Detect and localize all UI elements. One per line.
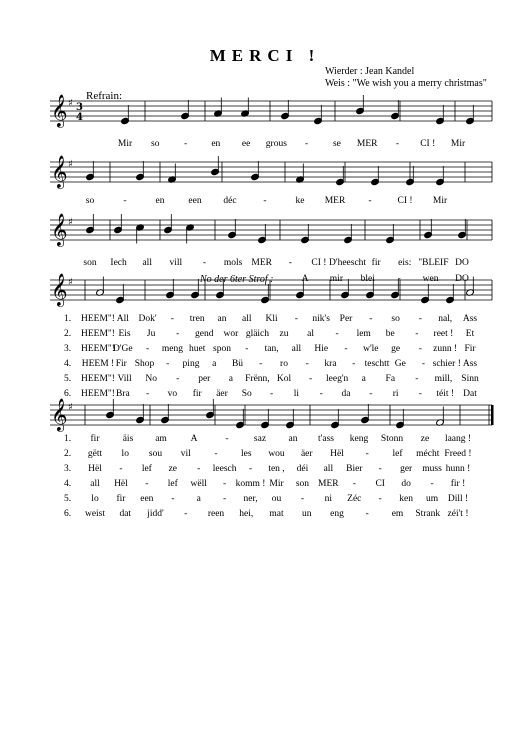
verse-lyric: Fa <box>385 374 396 384</box>
verse-lyric: tan, <box>264 344 279 354</box>
verse-lyric: ten , <box>268 464 285 474</box>
verse-lyric: leesch <box>212 464 237 474</box>
verse-lyric: mill, <box>434 374 453 384</box>
verse-lyric: sou <box>148 449 163 459</box>
verse-lyric: - <box>418 314 422 324</box>
verse-lyric: a <box>228 374 233 384</box>
verse-lyric: Strank <box>415 509 441 519</box>
verse-lyric: wëll <box>190 479 207 489</box>
verse-lyric: reen <box>207 509 225 519</box>
verse-lyric: - <box>270 389 274 399</box>
refrain-lyric: Mir <box>432 196 448 206</box>
treble-clef-icon: 𝄞 <box>51 273 68 306</box>
verse-lyric: so <box>391 314 400 324</box>
verse-lyric: HEEM"! <box>81 389 115 399</box>
verse-lyric: So <box>241 389 252 399</box>
verse-lyric: an <box>217 314 227 324</box>
verse-lyric: Mir <box>269 479 284 489</box>
verse-lyric: mécht <box>416 449 440 459</box>
refrain-lyric: MER <box>356 139 378 149</box>
verse-lyric: ro <box>280 359 288 369</box>
verse-lyric: tren <box>189 314 205 324</box>
verse-lyric: Kol <box>276 374 292 384</box>
verse-number: 3. <box>64 464 72 474</box>
refrain-lyric: MER <box>324 196 346 206</box>
verse-lyric: ken <box>399 494 413 504</box>
verse-lyric: Bra <box>115 389 130 399</box>
verse-lyric: keng <box>349 434 369 444</box>
verse-lyric: nal, <box>438 314 453 324</box>
key-sharp-icon: ♯ <box>68 159 73 170</box>
verse-lyric: wor <box>223 329 239 339</box>
verse-lyric: - <box>421 359 426 369</box>
verse-lyric: Ge <box>394 359 406 369</box>
refrain-lyric: - <box>288 258 292 268</box>
verse-lyric: - <box>146 344 150 354</box>
verse-lyric: Per <box>339 314 353 324</box>
verse-lyric: dat <box>119 509 132 519</box>
verse-lyric: Zéc <box>347 494 362 504</box>
refrain-lyric: - <box>202 258 207 268</box>
refrain-lyric: Iech <box>110 258 127 268</box>
verse-lyric: - <box>335 329 339 339</box>
refrain-lyric: so <box>151 139 160 149</box>
verse-lyric: D'Ge <box>112 344 133 354</box>
verse-lyric: - <box>344 344 348 354</box>
treble-clef-icon: 𝄞 <box>51 398 68 431</box>
verse-lyric: all <box>242 314 252 324</box>
verse-lyric: zu <box>279 329 289 339</box>
refrain-lyric: mir <box>329 274 343 284</box>
verse-lyric: HEEM ! <box>81 359 115 369</box>
refrain-lyric: so <box>85 196 95 206</box>
verse-lyric: a <box>212 359 217 369</box>
verse-lyric: huet <box>189 344 206 354</box>
verse-lyric: vo <box>167 389 178 399</box>
verse-lyric: lo <box>121 449 129 459</box>
verse-lyric: all <box>323 464 334 474</box>
verse-number: 1. <box>64 314 72 324</box>
verse-lyric: Hël <box>330 449 344 459</box>
refrain-lyric: CI ! <box>397 196 413 206</box>
verse-lyric: - <box>308 374 313 384</box>
verse-lyric: - <box>365 449 369 459</box>
refrain-lyric: MER <box>251 258 272 268</box>
verse-lyric: weist <box>84 509 106 519</box>
refrain-lyric: A <box>301 274 309 284</box>
page-title: MERCI ! <box>209 46 321 65</box>
refrain-lyric: CI ! <box>311 258 327 268</box>
refrain-lyric: eis: <box>398 258 412 268</box>
refrain-lyric: en <box>155 196 165 206</box>
verse-lyric: - <box>225 434 229 444</box>
treble-clef-icon: 𝄞 <box>51 94 68 127</box>
verse-lyric: Stonn <box>380 434 404 444</box>
verse-lyric: fir <box>192 389 202 399</box>
refrain-lyric: - <box>263 196 267 206</box>
refrain-lyric: blei <box>360 274 375 284</box>
verse-number: 2. <box>64 449 72 459</box>
verse-lyric: - <box>176 329 180 339</box>
verse-lyric: vil <box>180 449 191 459</box>
refrain-lyric: - <box>305 139 309 149</box>
verse-lyric: Ass <box>462 359 478 369</box>
verse-lyric: een <box>140 494 154 504</box>
verse-lyric: son <box>295 479 310 489</box>
verse-lyric: be <box>385 329 395 339</box>
verse-lyric: Hie <box>314 344 329 354</box>
verse-lyric: Sinn <box>461 374 479 384</box>
verse-lyric: Hël <box>88 464 102 474</box>
verse-lyric: - <box>294 314 298 324</box>
verse-number: 4. <box>64 359 72 369</box>
verse-lyric: - <box>365 509 369 519</box>
verse-lyric: äis <box>122 434 134 444</box>
verse-lyric: Dok' <box>138 314 157 324</box>
verse-lyric: - <box>170 314 174 324</box>
verse-number: 5. <box>64 494 72 504</box>
verse-lyric: fir <box>90 434 100 444</box>
verse-lyric: Et <box>465 329 475 339</box>
verse-lyric: un <box>302 509 312 519</box>
verse-lyric: déi <box>296 464 309 474</box>
verse-lyric: Bü <box>231 359 244 369</box>
verse-lyric: - <box>319 389 323 399</box>
strophe-note: No der 6ter Strof : <box>200 274 274 285</box>
verse-lyric: ner, <box>243 494 258 504</box>
refrain-lyric: en <box>211 139 221 149</box>
verse-lyric: spon <box>213 344 231 354</box>
verse-lyric: li <box>293 389 300 399</box>
verse-lyric: - <box>430 479 434 489</box>
time-signature-bottom: 4 <box>76 112 83 123</box>
verse-lyric: - <box>378 464 382 474</box>
verse-lyric: per <box>198 374 211 384</box>
verse-lyric: - <box>305 359 309 369</box>
verse-lyric: da <box>341 389 351 399</box>
verse-lyric: HEEM"! <box>81 344 115 354</box>
verse-lyric: - <box>259 359 263 369</box>
refrain-lyric: - <box>395 139 400 149</box>
verse-lyric: reet ! <box>433 329 454 339</box>
key-sharp-icon: ♯ <box>68 98 73 109</box>
verse-lyric: nik's <box>312 314 330 324</box>
verse-lyric: Shop <box>134 359 155 369</box>
verse-lyric: - <box>171 494 175 504</box>
verse-lyric: al <box>307 329 314 339</box>
verse-lyric: um <box>425 494 439 504</box>
refrain-lyric: wen <box>422 274 439 284</box>
verse-lyric: gend <box>195 329 214 339</box>
key-sharp-icon: ♯ <box>68 217 73 228</box>
verse-lyric: - <box>352 359 356 369</box>
verse-lyric: les <box>240 449 252 459</box>
verse-lyric: - <box>146 389 150 399</box>
verse-lyric: Vill <box>117 374 132 384</box>
refrain-lyric: ke <box>295 196 305 206</box>
verse-number: 5. <box>64 374 72 384</box>
verse-lyric: hunn ! <box>445 464 471 474</box>
verse-lyric: Bier <box>346 464 363 474</box>
verse-lyric: saz <box>253 434 267 444</box>
verse-number: 2. <box>64 329 72 339</box>
verse-lyric: Hël <box>114 479 128 489</box>
verse-lyric: Freed ! <box>444 449 472 459</box>
verse-lyric: ni <box>324 494 333 504</box>
verse-lyric: Frënn, <box>245 374 270 384</box>
verse-lyric: äer <box>300 449 313 459</box>
verse-lyric: - <box>415 329 419 339</box>
verse-number: 6. <box>64 509 72 519</box>
verse-lyric: ze <box>168 464 177 474</box>
verse-lyric: lef <box>392 449 403 459</box>
verse-lyric: muss <box>422 464 442 474</box>
verse-lyric: eng <box>330 509 344 519</box>
verse-lyric: - <box>223 494 227 504</box>
verse-lyric: HEEM"! <box>81 314 115 324</box>
verse-lyric: ger <box>400 464 413 474</box>
staff-1 <box>50 101 492 121</box>
verse-lyric: gläich <box>245 329 270 339</box>
verse-lyric: HEEM"! <box>81 329 115 339</box>
verse-lyric: an <box>288 434 298 444</box>
verse-lyric: t'ass <box>318 434 334 444</box>
refrain-lyric: son <box>83 258 97 268</box>
verse-lyric: ri <box>392 389 399 399</box>
refrain-lyric: ee <box>241 139 251 149</box>
verse-lyric: lo <box>91 494 99 504</box>
refrain-lyric: déc <box>223 196 237 206</box>
verse-lyric: gëtt <box>87 449 103 459</box>
verse-lyric: a <box>196 494 201 504</box>
verse-lyric: Fir <box>115 359 127 369</box>
refrain-lyric: Mir <box>450 139 466 149</box>
verse-lyric: Eis <box>118 329 131 339</box>
refrain-lyric: - <box>183 139 188 149</box>
verse-lyric: - <box>223 479 227 489</box>
verse-lyric: Fir <box>464 344 476 354</box>
verse-lyric: - <box>378 494 382 504</box>
verse-lyric: - <box>415 374 419 384</box>
refrain-lyric: all <box>142 258 152 268</box>
verse-lyric: äer <box>216 389 228 399</box>
staff-2 <box>50 162 492 182</box>
refrain-lyric: - <box>368 196 372 206</box>
verse-lyric: - <box>214 449 218 459</box>
verse-lyric: - <box>145 479 149 489</box>
verse-lyric: wou <box>268 449 285 459</box>
verse-lyric: meng <box>161 344 183 354</box>
verse-lyric: ou <box>271 494 282 504</box>
verse-lyric: All <box>116 314 129 324</box>
verse-lyric: all <box>291 344 302 354</box>
refrain-lyric: CI ! <box>420 139 436 149</box>
refrain-lyric: vill <box>169 258 183 268</box>
verse-lyric: zéi't ! <box>447 509 469 519</box>
refrain-lyric: mols <box>223 258 243 268</box>
verse-lyric: - <box>352 479 356 489</box>
refrain-lyric: een <box>188 196 202 206</box>
verse-lyric: laang ! <box>444 434 472 444</box>
refrain-lyric: D'heescht <box>329 258 367 268</box>
refrain-lyric: DO <box>455 274 469 284</box>
refrain-lyric: DO <box>455 258 469 268</box>
verse-number: 3. <box>64 344 72 354</box>
verse-lyric: - <box>184 509 188 519</box>
verse-lyric: No <box>145 374 157 384</box>
verse-lyric: hei, <box>239 509 254 519</box>
verse-number: 4. <box>64 479 72 489</box>
verse-lyric: fir ! <box>450 479 466 489</box>
verse-lyric: téit ! <box>436 389 455 399</box>
verse-lyric: Dill ! <box>447 494 469 504</box>
verse-lyric: teschtt <box>364 359 390 369</box>
verse-lyric: schier ! <box>432 359 461 369</box>
verse-lyric: - <box>176 374 180 384</box>
refrain-lyric: se <box>332 139 341 149</box>
verse-lyric: CI <box>375 479 385 489</box>
verse-lyric: Ju <box>146 329 156 339</box>
verse-lyric: all <box>90 479 100 489</box>
verse-lyric: ze <box>420 434 430 444</box>
verse-lyric: jidd' <box>147 509 164 519</box>
verse-lyric: Ass <box>462 314 478 324</box>
verse-lyric: Dat <box>463 389 477 399</box>
verse-lyric: - <box>197 464 201 474</box>
refrain-lyric: - <box>123 196 127 206</box>
verse-lyric: komm ! <box>235 479 266 489</box>
verse-lyric: am <box>155 434 167 444</box>
verse-lyric: - <box>248 464 253 474</box>
verse-lyric: - <box>245 344 249 354</box>
lyrics-credit: Wierder : Jean Kandel <box>325 66 415 77</box>
treble-clef-icon: 𝄞 <box>51 155 68 188</box>
verse-lyric: ping <box>182 359 200 369</box>
melody-credit: Weis : "We wish you a merry christmas" <box>325 78 487 89</box>
final-barline <box>491 405 494 425</box>
verse-lyric: mat <box>269 509 284 519</box>
refrain-lyric: - <box>397 274 401 284</box>
verse-lyric: leeg'n <box>325 374 349 384</box>
verse-lyric: fir <box>116 494 126 504</box>
verse-number: 1. <box>64 434 72 444</box>
verse-lyric: em <box>391 509 404 519</box>
verse-lyric: - <box>119 464 123 474</box>
verse-lyric: ge <box>391 344 401 354</box>
refrain-label: Refrain: <box>86 90 123 102</box>
refrain-lyric: grous <box>265 139 287 149</box>
verse-number: 6. <box>64 389 72 399</box>
verse-lyric: A <box>190 434 198 444</box>
verse-lyric: lef <box>141 464 152 474</box>
verse-lyric: - <box>166 359 170 369</box>
verse-lyric: zunn ! <box>433 344 458 354</box>
verse-lyric: lef <box>167 479 178 489</box>
verse-lyric: Kli <box>265 314 278 324</box>
verse-lyric: kra <box>324 359 337 369</box>
time-signature-top: 3 <box>76 102 83 113</box>
verse-lyric: - <box>418 389 422 399</box>
key-sharp-icon: ♯ <box>68 277 73 288</box>
verse-lyric: HEEM"! <box>81 374 115 384</box>
key-sharp-icon: ♯ <box>68 402 73 413</box>
treble-clef-icon: 𝄞 <box>51 213 68 246</box>
refrain-lyric: Mir <box>117 139 133 149</box>
verse-lyric: w'le <box>363 344 379 354</box>
staff-5 <box>50 405 492 425</box>
verse-lyric: a <box>361 374 366 384</box>
verse-lyric: MER <box>318 479 339 489</box>
verse-lyric: lem <box>356 329 371 339</box>
refrain-lyric: "BLEIF <box>418 258 449 268</box>
verse-lyric: - <box>369 314 373 324</box>
verse-lyric: do <box>401 479 411 489</box>
refrain-lyric: fir <box>371 258 381 268</box>
verse-lyric: - <box>300 494 305 504</box>
verse-lyric: - <box>369 389 373 399</box>
verse-lyric: - <box>418 344 422 354</box>
